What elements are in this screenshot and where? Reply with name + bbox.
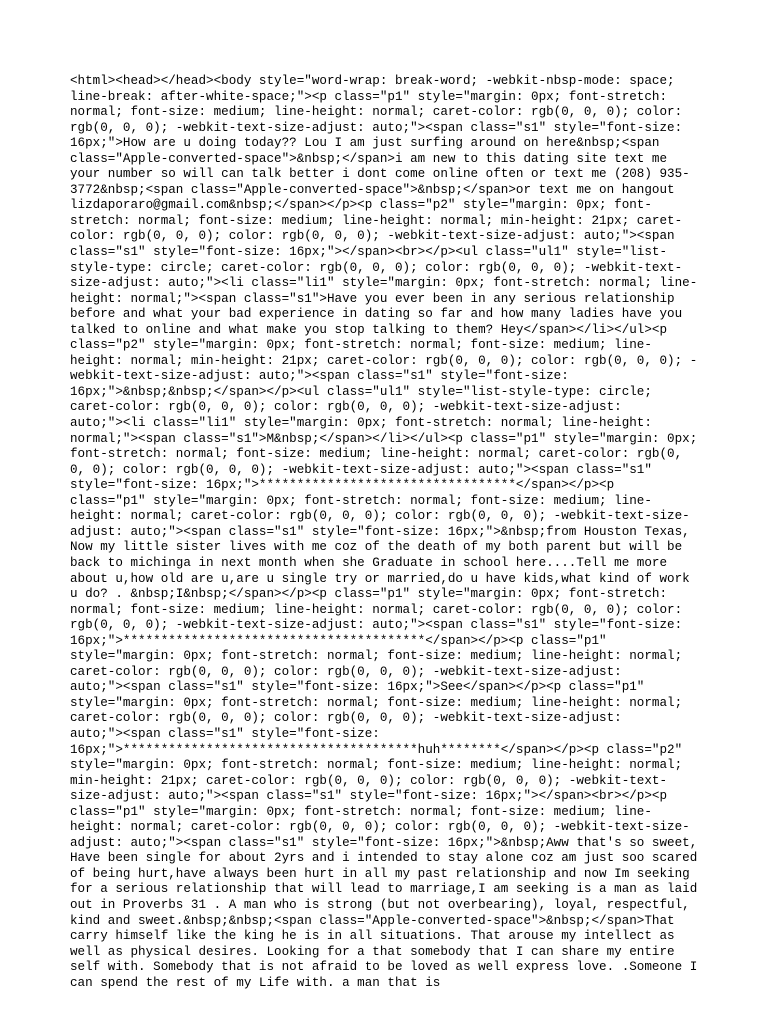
text-line: for a serious relationship that will lead to marriage,I am seeking is a man as laid — [70, 882, 698, 897]
text-line: u do? . &nbsp;I&nbsp;</span></p><p class="p1" style="margin: 0px; font-stretch: — [70, 587, 668, 602]
text-line: style="margin: 0px; font-stretch: normal; font-size: medium; line-height: normal; — [70, 758, 683, 773]
text-line: line-break: after-white-space;"><p class="p1" style="margin: 0px; font-stretch: — [70, 89, 668, 104]
text-line: style="margin: 0px; font-stretch: normal; font-size: medium; line-height: normal; — [70, 649, 683, 664]
text-line: carry himself like the king he is in all situations. That arouse my intellect as — [70, 929, 675, 944]
text-line: auto;"><li class="li1" style="margin: 0px; font-stretch: normal; line-height: — [70, 416, 652, 431]
text-line: webkit-text-size-adjust: auto;"><span class="s1" style="font-size: — [70, 369, 569, 384]
text-line: 16px;">&nbsp;&nbsp;</span></p><ul class="ul1" style="list-style-type: circle; — [70, 384, 652, 399]
text-line: normal; font-size: medium; line-height: normal; caret-color: rgb(0, 0, 0); color: — [70, 105, 683, 120]
text-line: adjust: auto;"><span class="s1" style="font-size: 16px;">&nbsp;Aww that's so sweet, — [70, 835, 698, 850]
text-line: class="p1" style="margin: 0px; font-stretch: normal; font-size: medium; line- — [70, 804, 652, 819]
text-line: stretch: normal; font-size: medium; line-height: normal; min-height: 21px; caret- — [70, 213, 683, 228]
text-line: font-stretch: normal; font-size: medium; line-height: normal; caret-color: rgb(0, — [70, 447, 683, 462]
text-line: <html><head></head><body style="word-wrap: break-word; -webkit-nbsp-mode: space; — [70, 74, 675, 88]
text-line: talked to online and what make you stop talking to them? Hey</span></li></ul><p — [70, 322, 668, 337]
text-line: Have been single for about 2yrs and i intended to stay alone coz am just soo scared — [70, 851, 698, 866]
text-line: your number so will can talk better i dont come online often or text me (208) 935- — [70, 167, 690, 182]
text-line: 16px;">***************************************huh********</span></p><p class="p2" — [70, 742, 683, 757]
text-line: height: normal; caret-color: rgb(0, 0, 0); color: rgb(0, 0, 0); -webkit-text-size- — [70, 509, 690, 524]
text-line: size-adjust: auto;"><li class="li1" style="margin: 0px; font-stretch: normal; line- — [70, 276, 698, 291]
text-line: adjust: auto;"><span class="s1" style="font-size: 16px;">&nbsp;from Houston Texas, — [70, 524, 690, 539]
text-line: height: normal; caret-color: rgb(0, 0, 0); color: rgb(0, 0, 0); -webkit-text-size- — [70, 820, 690, 835]
text-line: 16px;">****************************************</span></p><p class="p1" — [70, 633, 607, 648]
text-line: auto;"><span class="s1" style="font-size: 16px;">See</span></p><p class="p1" — [70, 680, 645, 695]
text-line: color: rgb(0, 0, 0); color: rgb(0, 0, 0); -webkit-text-size-adjust: auto;"><span — [70, 229, 675, 244]
source-code-text — [70, 74, 700, 991]
text-line: class="s1" style="font-size: 16px;"></span><br></p><ul class="ul1" style="list- — [70, 245, 668, 260]
text-line: lizdaporaro@gmail.com&nbsp;</span></p><p class="p2" style="margin: 0px; font- — [70, 198, 652, 213]
text-line: height: normal; min-height: 21px; caret-color: rgb(0, 0, 0); color: rgb(0, 0, 0); - — [70, 353, 698, 368]
text-line: before and what your bad experience in dating so far and how many ladies have you — [70, 307, 683, 322]
text-line: 0, 0); color: rgb(0, 0, 0); -webkit-text-size-adjust: auto;"><span class="s1" — [70, 462, 652, 477]
text-line: min-height: 21px; caret-color: rgb(0, 0, 0); color: rgb(0, 0, 0); -webkit-text- — [70, 773, 668, 788]
text-line: class="p2" style="margin: 0px; font-stretch: normal; font-size: medium; line- — [70, 338, 652, 353]
text-line: caret-color: rgb(0, 0, 0); color: rgb(0, 0, 0); -webkit-text-size-adjust: — [70, 400, 622, 415]
text-line: caret-color: rgb(0, 0, 0); color: rgb(0, 0, 0); -webkit-text-size-adjust: — [70, 711, 622, 726]
text-line: 3772&nbsp;<span class="Apple-converted-space">&nbsp;</span>or text me on hangout — [70, 182, 675, 197]
text-line: well as physical desires. Looking for a that somebody that I can share my entire — [70, 944, 675, 959]
text-line: class="Apple-converted-space">&nbsp;</span>i am new to this dating site text me — [70, 151, 668, 166]
text-line: kind and sweet.&nbsp;&nbsp;<span class="Apple-converted-space">&nbsp;</span>That — [70, 913, 675, 928]
text-line: of being hurt,have always been hurt in all my past relationship and now Im seeking — [70, 866, 690, 881]
text-line: class="p1" style="margin: 0px; font-stretch: normal; font-size: medium; line- — [70, 493, 652, 508]
text-line: style-type: circle; caret-color: rgb(0, 0, 0); color: rgb(0, 0, 0); -webkit-text- — [70, 260, 683, 275]
text-line: about u,how old are u,are u single try or married,do u have kids,what kind of work — [70, 571, 690, 586]
text-line: self with. Somebody that is not afraid to be loved as well express love. .Someone I — [70, 960, 698, 975]
text-line: out in Proverbs 31 . A man who is strong (but not overbearing), loyal, respectful, — [70, 897, 690, 912]
text-line: height: normal;"><span class="s1">Have you ever been in any serious relationship — [70, 291, 675, 306]
text-line: style="margin: 0px; font-stretch: normal; font-size: medium; line-height: normal; — [70, 695, 683, 710]
text-line: 16px;">How are u doing today?? Lou I am just surfing around on here&nbsp;<span — [70, 136, 660, 151]
text-line: rgb(0, 0, 0); -webkit-text-size-adjust: auto;"><span class="s1" style="font-size: — [70, 120, 683, 135]
text-line: rgb(0, 0, 0); -webkit-text-size-adjust: auto;"><span class="s1" style="font-size: — [70, 618, 683, 633]
text-line: can spend the rest of my Life with. a man that is — [70, 975, 441, 990]
text-line: caret-color: rgb(0, 0, 0); color: rgb(0, 0, 0); -webkit-text-size-adjust: — [70, 664, 622, 679]
text-line: back to michinga in next month when she Graduate in school here....Tell me more — [70, 555, 668, 570]
text-line: normal;"><span class="s1">M&nbsp;</span></li></ul><p class="p1" style="margin: 0px; — [70, 431, 698, 446]
text-line: Now my little sister lives with me coz of the death of my both parent but will be — [70, 540, 683, 555]
text-line: normal; font-size: medium; line-height: normal; caret-color: rgb(0, 0, 0); color: — [70, 602, 683, 617]
text-line: style="font-size: 16px;">**********************************</span></p><p — [70, 478, 615, 493]
text-line: size-adjust: auto;"><span class="s1" style="font-size: 16px;"></span><br></p><p — [70, 789, 668, 804]
text-line: auto;"><span class="s1" style="font-size: — [70, 726, 380, 741]
